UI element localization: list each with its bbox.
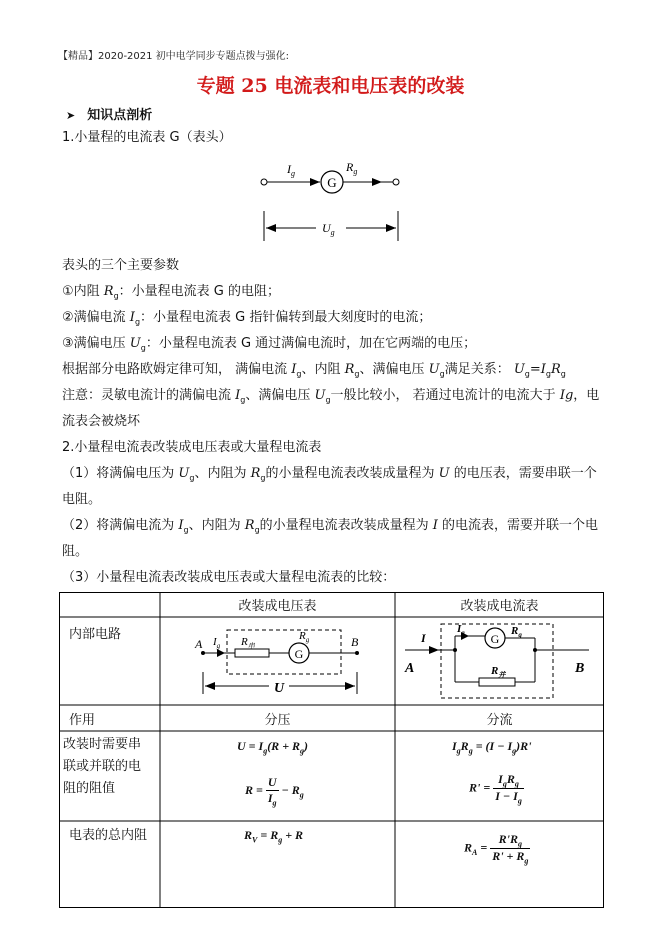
ammeter-circuit: [399, 620, 599, 704]
section-heading: [66, 104, 152, 123]
page-title: 专题 25 电流表和电压表的改装: [196, 75, 465, 97]
formula-r-series: R = $\frac{U}{I_g}$ − $R_g$: [245, 775, 304, 808]
row-function-label: 作用: [69, 712, 96, 728]
row-resistance-line-3: 阻的阻值: [63, 781, 116, 796]
i-a-label: I: [421, 631, 426, 645]
meter-g-v: G: [294, 647, 304, 661]
formula-r-parallel: R' = $\frac{I_gR_g}{I - I_g}$: [469, 772, 522, 806]
row-internal-label: 内部电路: [69, 626, 122, 642]
col-header-voltmeter: 改装成电压表: [238, 599, 317, 614]
meter-g-diagram: [250, 155, 420, 250]
col-header-ammeter: 改装成电流表: [460, 599, 539, 614]
section-heading-text: 知识点剖析: [87, 108, 153, 123]
r-parallel-label: $R_并$: [491, 665, 506, 679]
r-series-label: $R_串$: [241, 636, 255, 650]
param-2: ②满偏电流 $I_g$：小量程电流表 G 指针偏转到最大刻度时的电流；: [62, 310, 432, 327]
ig-label: $I_g$: [287, 162, 295, 178]
param-3: ③满偏电压 $U_g$：小量程电流表 G 通过满偏电流时，加在它两端的电压；: [62, 336, 477, 353]
param-1: ①内阻 $R_g$：小量程电流表 G 的电阻；: [62, 284, 281, 301]
item2-p1-cont: 电阻。: [62, 492, 102, 507]
terminal-b: B: [351, 635, 359, 649]
ig-v-label: $I_g$: [213, 636, 221, 650]
item2-p2: （2）将满偏电流为 $I_g$、内阻为 $R_g$的小量程电流表改装成量程为 I 的电流表，需要并联一个电: [62, 518, 599, 535]
formula-ra: $R_A$ = $\frac{R'R_g}{R' + R_g}$: [464, 832, 529, 866]
meter-g-label: G: [327, 175, 337, 190]
formula-u: $U = I_g(R + R_g)$: [237, 739, 309, 756]
item2-p1: （1）将满偏电压为 $U_g$、内阻为 $R_g$的小量程电流表改装成量程为 U 的电压表，需要串联一个: [62, 466, 597, 483]
row-resistance-label: [63, 734, 141, 800]
ug-label: $U_g$: [322, 221, 335, 237]
arrow-bullet-icon: ➤: [66, 109, 76, 122]
rg-label: $R_g$: [346, 160, 358, 176]
func-voltage: 分压: [264, 712, 291, 728]
row-resistance-line-2: 联或并联的电: [63, 759, 142, 774]
terminal-a: A: [195, 637, 203, 651]
row-total-label: 电表的总内阻: [69, 827, 148, 843]
note-line-2: 流表会被烧坏: [62, 414, 141, 429]
terminal-a-2: A: [405, 661, 415, 676]
comparison-table: [59, 592, 604, 908]
u-label: U: [274, 681, 285, 696]
header-note: 【精品】2020-2021 初中电学同步专题点拨与强化:: [58, 51, 290, 62]
note-line-1: 注意：灵敏电流计的满偏电流 $I_g$、满偏电压 $U_g$一般比较小， 若通过电流计的电流大于 Ig，电: [62, 388, 600, 405]
func-current: 分流: [486, 712, 513, 728]
rg-v-label: $R_g$: [299, 630, 310, 644]
item2-heading: 2.小量程电流表改装成电压表或大量程电流表: [62, 440, 322, 455]
item1-heading: 1.小量程的电流表 G（表头）: [62, 130, 232, 145]
terminal-b-2: B: [575, 661, 585, 676]
item2-p3: （3）小量程电流表改装成电压表或大量程电流表的比较：: [62, 570, 396, 585]
row-resistance-line-1: 改装时需要串: [63, 737, 142, 752]
formula-rv: $R_V = R_g + R$: [244, 828, 304, 845]
params-intro: 表头的三个主要参数: [62, 258, 180, 273]
voltmeter-circuit: [189, 622, 369, 702]
ig-a-label: $I_g$: [457, 623, 465, 637]
ohm-relation: 根据部分电路欧姆定律可知， 满偏电流 $I_g$、内阻 $R_g$、满偏电压 $U_g$满足关系： $U_g=I_gR_g$: [62, 362, 566, 379]
formula-parallel: $I_gR_g = (I - I_g)R'$: [452, 739, 532, 756]
meter-g-a: G: [490, 632, 500, 646]
item2-p2-cont: 阻。: [62, 544, 89, 559]
rg-a-label: $R_g$: [511, 625, 522, 639]
